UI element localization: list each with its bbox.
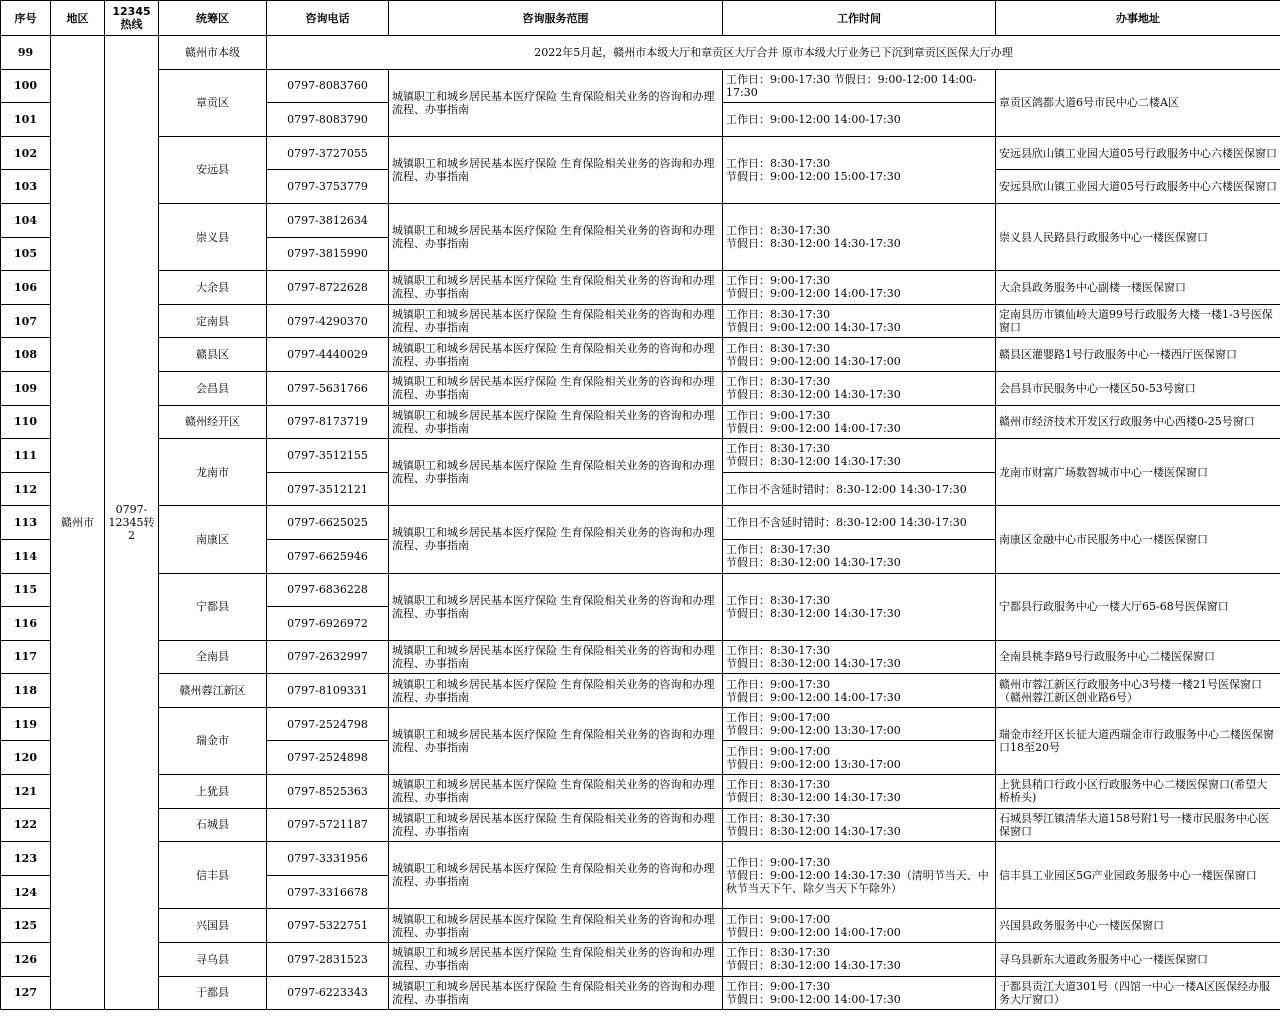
pool-cell: 宁都县: [159, 573, 267, 640]
row-number: 125: [1, 909, 51, 943]
row-number: 122: [1, 808, 51, 842]
table-row: [1, 338, 1280, 372]
row-number: 104: [1, 203, 51, 237]
phone-cell: 0797-6223343: [267, 976, 389, 1010]
address-cell: 南康区金融中心市民服务中心一楼医保窗口: [996, 506, 1280, 573]
phone-cell: 0797-5631766: [267, 371, 389, 405]
scope-cell: 城镇职工和城乡居民基本医疗保险 生育保险相关业务的咨询和办理流程、办事指南: [389, 69, 723, 136]
address-cell: 赣州市蓉江新区行政服务中心3号楼一楼21号医保窗口（赣州蓉江新区创业路6号）: [996, 674, 1280, 708]
address-cell: 寻乌县新东大道政务服务中心一楼医保窗口: [996, 943, 1280, 977]
table-row: [1, 707, 1280, 741]
col-header-pool: 统筹区: [159, 1, 267, 36]
row-number: 126: [1, 943, 51, 977]
header-row: [1, 1, 1280, 36]
row-number: 116: [1, 607, 51, 641]
phone-cell: 0797-6836228: [267, 573, 389, 607]
pool-cell: 石城县: [159, 808, 267, 842]
table-row: [1, 808, 1280, 842]
table-row: [1, 203, 1280, 237]
row-number: 102: [1, 136, 51, 170]
row-number: 121: [1, 775, 51, 809]
hours-cell: 工作日：8:30-17:30 节假日：9:00-12:00 14:30-17:00: [723, 338, 996, 372]
row-number: 118: [1, 674, 51, 708]
hours-cell: 工作日：8:30-17:30 节假日：8:30-12:00 14:30-17:30: [723, 203, 996, 270]
scope-cell: 城镇职工和城乡居民基本医疗保险 生育保险相关业务的咨询和办理流程、办事指南: [389, 304, 723, 338]
phone-cell: 0797-2831523: [267, 943, 389, 977]
address-cell: 于都县贡江大道301号（四馆一中心一楼A区医保经办服务大厅窗口）: [996, 976, 1280, 1010]
table-row: [1, 775, 1280, 809]
hours-cell: 工作日：8:30-17:30 节假日：8:30-12:00 14:30-17:30: [723, 573, 996, 640]
hours-cell: 工作日：9:00-17:30 节假日：9:00-12:00 14:00-17:30: [723, 271, 996, 305]
table-row: [1, 573, 1280, 607]
table-row: [1, 304, 1280, 338]
address-cell: 龙南市财富广场数智城市中心一楼医保窗口: [996, 439, 1280, 506]
row-number: 100: [1, 69, 51, 103]
pool-cell: 赣州蓉江新区: [159, 674, 267, 708]
pool-cell: 安远县: [159, 136, 267, 203]
scope-cell: 城镇职工和城乡居民基本医疗保险 生育保险相关业务的咨询和办理流程、办事指南: [389, 439, 723, 506]
address-cell: 赣州市经济技术开发区行政服务中心西楼0-25号窗口: [996, 405, 1280, 439]
scope-cell: 城镇职工和城乡居民基本医疗保险 生育保险相关业务的咨询和办理流程、办事指南: [389, 640, 723, 674]
col-header-seq: 序号: [1, 1, 51, 36]
row-number: 106: [1, 271, 51, 305]
phone-cell: 0797-2524898: [267, 741, 389, 775]
pool-cell: 全南县: [159, 640, 267, 674]
pool-cell: 赣县区: [159, 338, 267, 372]
address-cell: 大余县政务服务中心副楼一楼医保窗口: [996, 271, 1280, 305]
col-header-phone: 咨询电话: [267, 1, 389, 36]
address-cell: 崇义县人民路县行政服务中心一楼医保窗口: [996, 203, 1280, 270]
pool-cell: 兴国县: [159, 909, 267, 943]
pool-cell: 大余县: [159, 271, 267, 305]
hours-cell: 工作日：8:30-17:30 节假日：8:30-12:00 14:30-17:30: [723, 439, 996, 473]
col-header-scope: 咨询服务范围: [389, 1, 723, 36]
address-cell: 定南县历市镇仙岭大道99号行政服务大楼一楼1-3号医保窗口: [996, 304, 1280, 338]
scope-cell: 城镇职工和城乡居民基本医疗保险 生育保险相关业务的咨询和办理流程、办事指南: [389, 506, 723, 573]
scope-cell: 城镇职工和城乡居民基本医疗保险 生育保险相关业务的咨询和办理流程、办事指南: [389, 909, 723, 943]
row-number: 115: [1, 573, 51, 607]
table-row: [1, 136, 1280, 170]
table-row: [1, 842, 1280, 876]
table-row: [1, 506, 1280, 540]
phone-cell: 0797-3727055: [267, 136, 389, 170]
hours-cell: 工作日：9:00-17:00 节假日：9:00-12:00 13:30-17:00: [723, 741, 996, 775]
phone-cell: 0797-2524798: [267, 707, 389, 741]
phone-cell: 0797-3512155: [267, 439, 389, 473]
phone-cell: 0797-6625946: [267, 539, 389, 573]
row-number: 127: [1, 976, 51, 1010]
scope-cell: 城镇职工和城乡居民基本医疗保险 生育保险相关业务的咨询和办理流程、办事指南: [389, 371, 723, 405]
phone-cell: 0797-3331956: [267, 842, 389, 876]
hours-cell: 工作日不含延时错时：8:30-12:00 14:30-17:30: [723, 506, 996, 540]
row-number: 124: [1, 875, 51, 909]
pool-cell: 信丰县: [159, 842, 267, 909]
pool-cell: 赣州经开区: [159, 405, 267, 439]
col-header-hotline: 12345热线: [105, 1, 159, 36]
phone-cell: 0797-3815990: [267, 237, 389, 271]
address-cell: 章贡区鸽都大道6号市民中心二楼A区: [996, 69, 1280, 136]
hours-cell: 工作日：9:00-17:30 节假日：9:00-12:00 14:30-17:30（清明节当天、中秋节当天下午、除夕当天下午除外）: [723, 842, 996, 909]
hours-cell: 工作日：8:30-17:30 节假日：8:30-12:00 14:30-17:30: [723, 371, 996, 405]
phone-cell: 0797-6926972: [267, 607, 389, 641]
scope-cell: 城镇职工和城乡居民基本医疗保险 生育保险相关业务的咨询和办理流程、办事指南: [389, 842, 723, 909]
scope-cell: 城镇职工和城乡居民基本医疗保险 生育保险相关业务的咨询和办理流程、办事指南: [389, 203, 723, 270]
phone-cell: 0797-8173719: [267, 405, 389, 439]
table-row: [1, 943, 1280, 977]
scope-cell: 城镇职工和城乡居民基本医疗保险 生育保险相关业务的咨询和办理流程、办事指南: [389, 573, 723, 640]
row-number: 114: [1, 539, 51, 573]
hours-cell: 工作日：9:00-17:30 节假日：9:00-12:00 14:00-17:30: [723, 976, 996, 1010]
hours-cell: 工作日：9:00-17:00 节假日：9:00-12:00 14:00-17:00: [723, 909, 996, 943]
pool-cell: 定南县: [159, 304, 267, 338]
address-cell: 会昌县市民服务中心一楼区50-53号窗口: [996, 371, 1280, 405]
phone-cell: 0797-2632997: [267, 640, 389, 674]
scope-cell: 城镇职工和城乡居民基本医疗保险 生育保险相关业务的咨询和办理流程、办事指南: [389, 808, 723, 842]
address-cell: 信丰县工业园区5G产业园政务服务中心一楼医保窗口: [996, 842, 1280, 909]
table-row: [1, 640, 1280, 674]
row-number: 113: [1, 506, 51, 540]
table-row: [1, 909, 1280, 943]
table-row: [1, 976, 1280, 1010]
pool-cell: 章贡区: [159, 69, 267, 136]
col-header-hours: 工作时间: [723, 1, 996, 36]
col-header-region: 地区: [51, 1, 105, 36]
hours-cell: 工作日：8:30-17:30 节假日：8:30-12:00 14:30-17:30: [723, 943, 996, 977]
pool-cell: 于都县: [159, 976, 267, 1010]
hours-cell: 工作日：8:30-17:30 节假日：8:30-12:00 14:30-17:30: [723, 539, 996, 573]
pool-cell: 会昌县: [159, 371, 267, 405]
pool-cell: 瑞金市: [159, 707, 267, 774]
phone-cell: 0797-8525363: [267, 775, 389, 809]
phone-cell: 0797-4440029: [267, 338, 389, 372]
phone-cell: 0797-3812634: [267, 203, 389, 237]
row-number: 108: [1, 338, 51, 372]
row-number: 112: [1, 472, 51, 506]
table-row: [1, 271, 1280, 305]
scope-cell: 城镇职工和城乡居民基本医疗保险 生育保险相关业务的咨询和办理流程、办事指南: [389, 976, 723, 1010]
scope-cell: 城镇职工和城乡居民基本医疗保险 生育保险相关业务的咨询和办理流程、办事指南: [389, 943, 723, 977]
address-cell: 安远县欣山镇工业园大道05号行政服务中心六楼医保窗口: [996, 136, 1280, 170]
region-cell: 赣州市: [51, 36, 105, 1010]
col-header-address: 办事地址: [996, 1, 1280, 36]
phone-cell: 0797-5322751: [267, 909, 389, 943]
table-row: [1, 69, 1280, 103]
row-number: 109: [1, 371, 51, 405]
table-row: [1, 405, 1280, 439]
row-number: 110: [1, 405, 51, 439]
phone-cell: 0797-3316678: [267, 875, 389, 909]
hours-cell: 工作日：9:00-17:30 节假日：9:00-12:00 14:00-17:30: [723, 69, 996, 103]
phone-cell: 0797-5721187: [267, 808, 389, 842]
row-number: 119: [1, 707, 51, 741]
phone-cell: 0797-4290370: [267, 304, 389, 338]
phone-cell: 0797-3753779: [267, 170, 389, 204]
row-number: 101: [1, 103, 51, 137]
hours-cell: 工作日：8:30-17:30 节假日：8:30-12:00 14:30-17:30: [723, 640, 996, 674]
hours-cell: 工作日：8:30-17:30 节假日：9:00-12:00 14:30-17:30: [723, 304, 996, 338]
address-cell: 上犹县稍口行政小区行政服务中心二楼医保窗口(希望大桥桥头): [996, 775, 1280, 809]
phone-cell: 0797-8083790: [267, 103, 389, 137]
row-number: 107: [1, 304, 51, 338]
row-number: 105: [1, 237, 51, 271]
hours-cell: 工作日：8:30-17:30 节假日：9:00-12:00 15:00-17:30: [723, 136, 996, 203]
address-cell: 赣县区灌婴路1号行政服务中心一楼西厅医保窗口: [996, 338, 1280, 372]
pool-cell: 上犹县: [159, 775, 267, 809]
phone-cell: 0797-3512121: [267, 472, 389, 506]
scope-cell: 城镇职工和城乡居民基本医疗保险 生育保险相关业务的咨询和办理流程、办事指南: [389, 775, 723, 809]
pool-cell: 崇义县: [159, 203, 267, 270]
hours-cell: 工作日不含延时错时：8:30-12:00 14:30-17:30: [723, 472, 996, 506]
phone-cell: 0797-8109331: [267, 674, 389, 708]
hours-cell: 工作日：9:00-12:00 14:00-17:30: [723, 103, 996, 137]
scope-cell: 城镇职工和城乡居民基本医疗保险 生育保险相关业务的咨询和办理流程、办事指南: [389, 707, 723, 774]
table-row: [1, 674, 1280, 708]
scope-cell: 城镇职工和城乡居民基本医疗保险 生育保险相关业务的咨询和办理流程、办事指南: [389, 271, 723, 305]
phone-cell: 0797-6625025: [267, 506, 389, 540]
address-cell: 宁都县行政服务中心一楼大厅65-68号医保窗口: [996, 573, 1280, 640]
hotline-cell: 0797-12345转2: [105, 36, 159, 1010]
scope-cell: 城镇职工和城乡居民基本医疗保险 生育保险相关业务的咨询和办理流程、办事指南: [389, 405, 723, 439]
row-number: 123: [1, 842, 51, 876]
table-row: [1, 439, 1280, 473]
table-row: [1, 36, 1280, 70]
row-number: 117: [1, 640, 51, 674]
phone-cell: 0797-8083760: [267, 69, 389, 103]
hours-cell: 工作日：9:00-17:30 节假日：9:00-12:00 14:00-17:30: [723, 405, 996, 439]
address-cell: 安远县欣山镇工业园大道05号行政服务中心六楼医保窗口: [996, 170, 1280, 204]
scope-cell: 城镇职工和城乡居民基本医疗保险 生育保险相关业务的咨询和办理流程、办事指南: [389, 136, 723, 203]
notice-cell: 2022年5月起，赣州市本级大厅和章贡区大厅合并 原市本级大厅业务已下沉到章贡区医保大厅办理: [267, 36, 1280, 70]
hours-cell: 工作日：9:00-17:00 节假日：9:00-12:00 13:30-17:00: [723, 707, 996, 741]
pool-cell: 龙南市: [159, 439, 267, 506]
scope-cell: 城镇职工和城乡居民基本医疗保险 生育保险相关业务的咨询和办理流程、办事指南: [389, 338, 723, 372]
row-number: 120: [1, 741, 51, 775]
row-number: 111: [1, 439, 51, 473]
address-cell: 瑞金市经开区长征大道西瑞金市行政服务中心二楼医保窗口18至20号: [996, 707, 1280, 774]
phone-cell: 0797-8722628: [267, 271, 389, 305]
pool-cell: 南康区: [159, 506, 267, 573]
pool-cell: 赣州市本级: [159, 36, 267, 70]
hours-cell: 工作日：9:00-17:30 节假日：9:00-12:00 14:00-17:30: [723, 674, 996, 708]
table-row: [1, 371, 1280, 405]
scope-cell: 城镇职工和城乡居民基本医疗保险 生育保险相关业务的咨询和办理流程、办事指南: [389, 674, 723, 708]
address-cell: 全南县桃李路9号行政服务中心二楼医保窗口: [996, 640, 1280, 674]
pool-cell: 寻乌县: [159, 943, 267, 977]
row-number: 99: [1, 36, 51, 70]
address-cell: 石城县琴江镇清华大道158号附1号一楼市民服务中心医保窗口: [996, 808, 1280, 842]
hours-cell: 工作日：8:30-17:30 节假日：8:30-12:00 14:30-17:30: [723, 775, 996, 809]
hours-cell: 工作日：8:30-17:30 节假日：8:30-12:00 14:30-17:30: [723, 808, 996, 842]
row-number: 103: [1, 170, 51, 204]
address-cell: 兴国县政务服务中心一楼医保窗口: [996, 909, 1280, 943]
